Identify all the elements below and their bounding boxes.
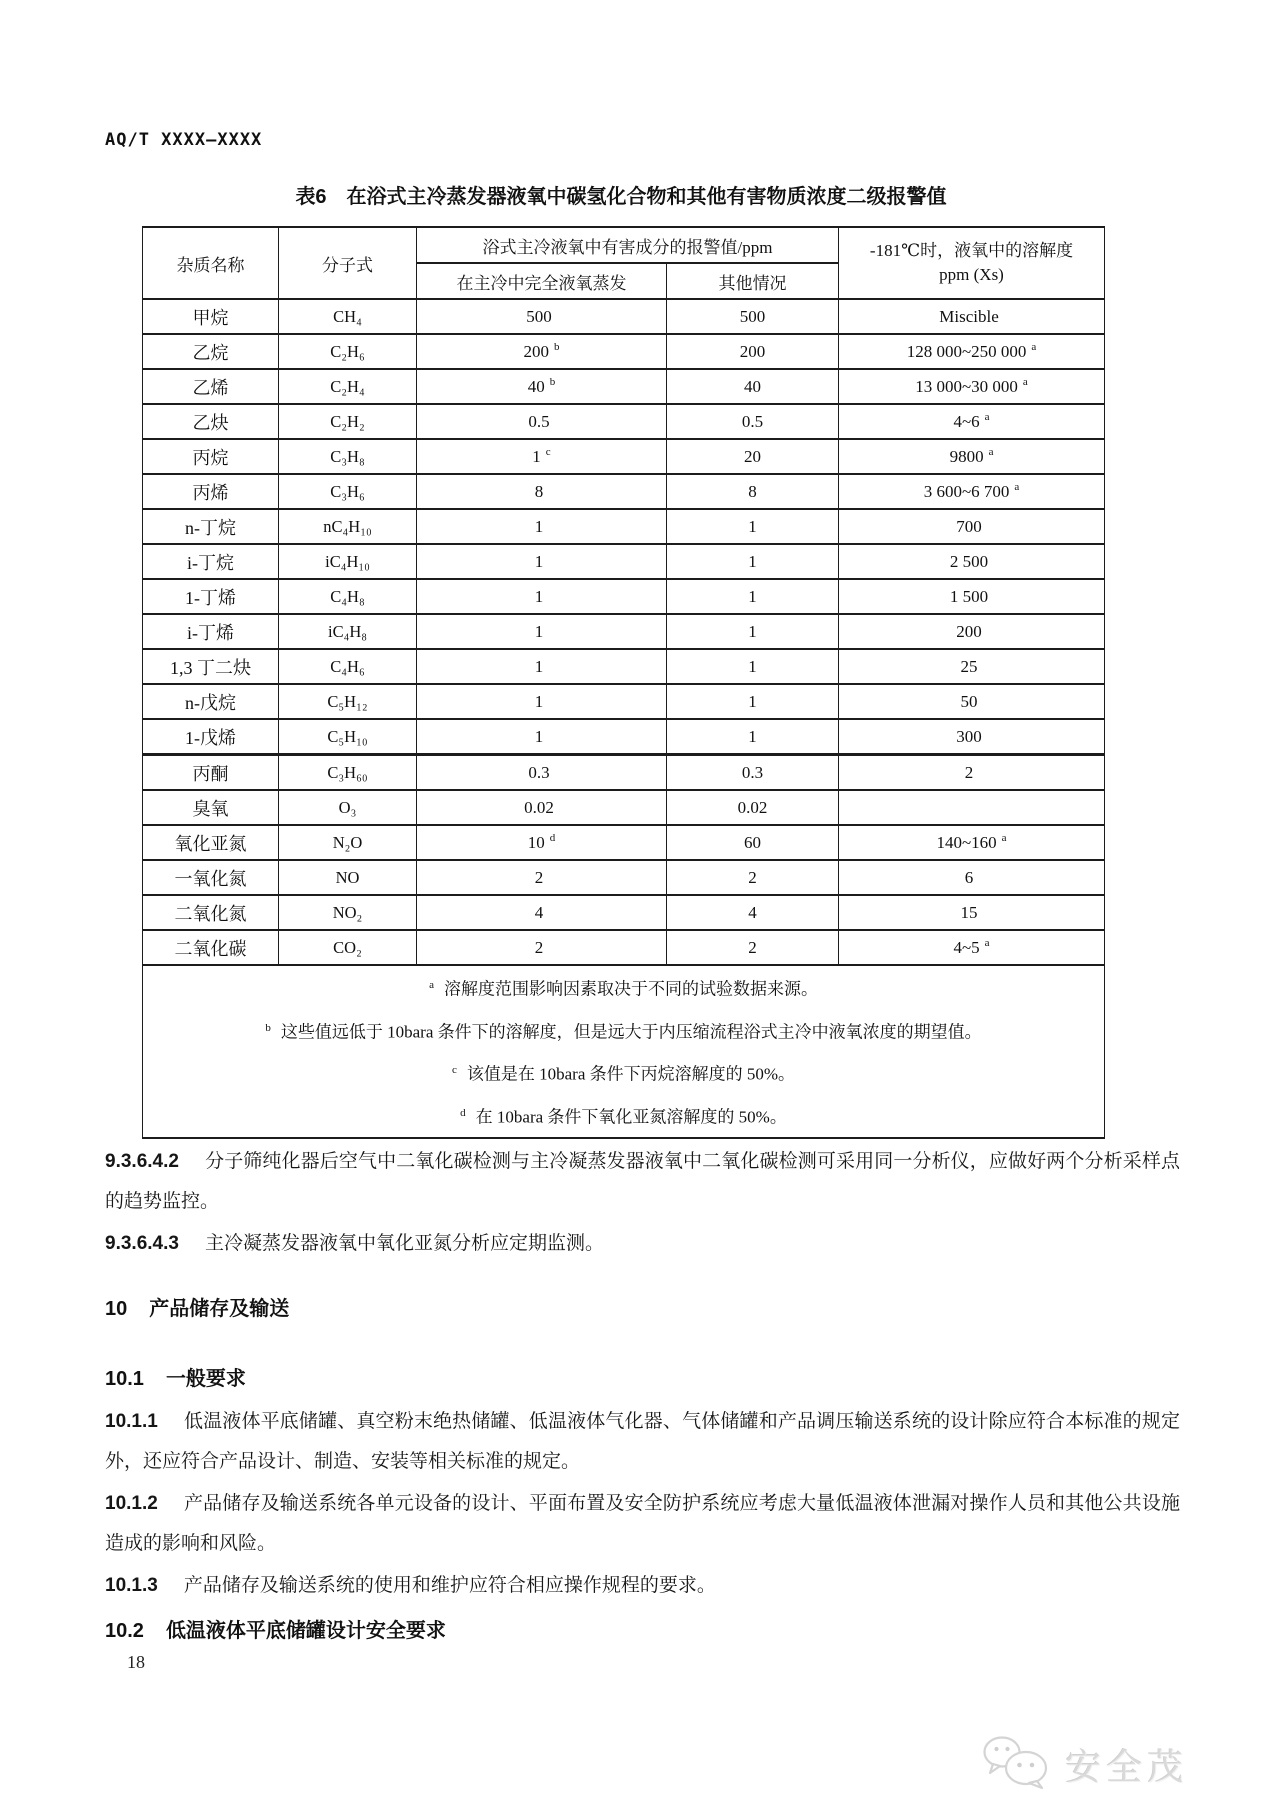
footnote-ref: a — [988, 445, 994, 458]
col-header-formula: 分子式 — [279, 227, 417, 299]
impurity-name-cell: 乙烷 — [143, 334, 279, 369]
footnote-marker: a — [429, 979, 434, 991]
footnote-line — [147, 966, 1100, 1009]
evaporation-value-cell — [417, 509, 667, 544]
evaporation-value: 40 — [527, 376, 545, 396]
clause-number: 10.1.1 — [105, 1411, 158, 1432]
formula-cell: nC₄H₁₀ — [279, 509, 417, 544]
heading-text: 产品储存及输送 — [149, 1298, 290, 1320]
evaporation-value-cell — [417, 684, 667, 719]
solubility-value: 200 — [956, 621, 982, 641]
formula-cell: C₄H₈ — [279, 579, 417, 614]
formula-cell: iC₄H₈ — [279, 614, 417, 649]
wechat-icon — [979, 1732, 1053, 1797]
footnote-ref: d — [549, 831, 556, 844]
col-header-evaporation: 在主冷中完全液氧蒸发 — [417, 263, 667, 299]
page-number: 18 — [127, 1652, 145, 1672]
clause-number: 9.3.6.4.2 — [105, 1151, 179, 1172]
table-row — [143, 334, 1105, 369]
formula-cell: iC₄H₁₀ — [279, 544, 417, 579]
evaporation-value-cell — [417, 614, 667, 649]
evaporation-value-cell — [417, 334, 667, 369]
other-value: 1 — [748, 621, 757, 641]
footnote-marker: b — [265, 1021, 271, 1034]
impurity-name-cell: 臭氧 — [143, 790, 279, 825]
evaporation-value: 1 — [534, 551, 544, 571]
evaporation-value-cell — [417, 474, 667, 509]
other-value: 0.3 — [741, 762, 764, 782]
table-row — [143, 684, 1105, 719]
solubility-value: 13 000~30 000 — [915, 376, 1018, 396]
footnote-ref: b — [549, 375, 556, 388]
clause-9-3-6-4-3 — [105, 1224, 1180, 1264]
evaporation-value: 2 — [534, 867, 544, 887]
solubility-value: 128 000~250 000 — [906, 341, 1027, 361]
col-header-other: 其他情况 — [667, 263, 839, 299]
clause-10-1-2 — [105, 1484, 1180, 1564]
solubility-value-cell — [839, 790, 1105, 825]
solubility-value: 2 500 — [949, 551, 989, 571]
watermark-text: 安全茂 — [1064, 1746, 1188, 1787]
solubility-value-cell — [839, 299, 1105, 334]
other-value-cell — [667, 860, 839, 895]
solubility-value: 15 — [960, 902, 978, 922]
footnote-line — [147, 1094, 1100, 1137]
solubility-value: Miscible — [939, 306, 999, 326]
impurity-name-cell: 丙烯 — [143, 474, 279, 509]
clause-text: 分子筛纯化器后空气中二氧化碳检测与主冷凝蒸发器液氧中二氧化碳检测可采用同一分析仪，应做好两个分析采样点的趋势监控。 — [105, 1151, 1180, 1212]
table-row — [143, 579, 1105, 614]
formula-cell: CO₂ — [279, 930, 417, 965]
table6-alarm-values — [142, 226, 1105, 1139]
impurity-name-cell: 1-丁烯 — [143, 579, 279, 614]
solubility-value: 6 — [964, 867, 974, 887]
other-value: 20 — [744, 446, 761, 466]
footnote-ref: c — [545, 445, 551, 458]
solubility-value-cell — [839, 369, 1105, 404]
evaporation-value: 1 — [534, 656, 544, 676]
other-value-cell — [667, 930, 839, 965]
formula-cell: O₃ — [279, 790, 417, 825]
solubility-header-line2: ppm (Xs) — [939, 265, 1004, 284]
solubility-value-cell — [839, 649, 1105, 684]
formula-cell: C₂H₆ — [279, 334, 417, 369]
solubility-value: 3 600~6 700 — [923, 481, 1010, 501]
table-row — [143, 369, 1105, 404]
formula-cell: N₂O — [279, 825, 417, 860]
evaporation-value-cell — [417, 930, 667, 965]
solubility-value: 50 — [960, 691, 978, 711]
footnote-ref: a — [984, 410, 990, 423]
table-row — [143, 474, 1105, 509]
impurity-name-cell: i-丁烯 — [143, 614, 279, 649]
evaporation-value: 0.3 — [528, 762, 550, 782]
evaporation-value-cell — [417, 790, 667, 825]
impurity-name-cell: 甲烷 — [143, 299, 279, 334]
formula-cell: NO — [279, 860, 417, 895]
solubility-value: 1 500 — [949, 586, 989, 606]
solubility-value-cell — [839, 509, 1105, 544]
evaporation-value: 200 — [523, 341, 549, 361]
other-value-cell — [667, 369, 839, 404]
other-value: 8 — [748, 481, 757, 501]
table-body — [143, 299, 1105, 965]
table-row — [143, 930, 1105, 965]
table-row — [143, 439, 1105, 474]
other-value-cell — [667, 439, 839, 474]
table-footnotes-cell — [143, 965, 1105, 1138]
other-value: 1 — [748, 656, 757, 676]
other-value: 2 — [748, 937, 757, 957]
solubility-value-cell — [839, 895, 1105, 930]
table-row — [143, 790, 1105, 825]
other-value-cell — [667, 544, 839, 579]
other-value: 40 — [744, 376, 761, 396]
footnote-line — [147, 1009, 1100, 1052]
formula-cell: C₅H₁₂ — [279, 684, 417, 719]
heading-text: 低温液体平底储罐设计安全要求 — [165, 1620, 446, 1642]
heading-text: 一般要求 — [165, 1368, 246, 1390]
table-row — [143, 895, 1105, 930]
clause-text: 产品储存及输送系统各单元设备的设计、平面布置及安全防护系统应考虑大量低温液体泄漏对操作人员和其他公共设施造成的影响和风险。 — [105, 1493, 1180, 1554]
solubility-value-cell — [839, 474, 1105, 509]
other-value: 60 — [744, 832, 761, 852]
other-value: 1 — [748, 726, 757, 746]
footnote-ref: a — [1031, 340, 1037, 353]
other-value-cell — [667, 790, 839, 825]
formula-cell: CH₄ — [279, 299, 417, 334]
evaporation-value: 0.02 — [524, 797, 554, 817]
evaporation-value: 4 — [534, 902, 544, 922]
clause-10-1-1 — [105, 1402, 1180, 1482]
formula-cell: NO₂ — [279, 895, 417, 930]
table-row — [143, 719, 1105, 755]
other-value-cell — [667, 509, 839, 544]
col-header-impurity: 杂质名称 — [143, 227, 279, 299]
evaporation-value-cell — [417, 579, 667, 614]
solubility-value-cell — [839, 334, 1105, 369]
other-value-cell — [667, 334, 839, 369]
clause-10-1-3 — [105, 1566, 1180, 1606]
table-row — [143, 509, 1105, 544]
evaporation-value-cell — [417, 825, 667, 860]
watermark — [979, 1732, 1188, 1797]
solubility-value-cell — [839, 614, 1105, 649]
impurity-name-cell: 二氧化氮 — [143, 895, 279, 930]
heading-number: 10.2 — [105, 1620, 144, 1642]
other-value-cell — [667, 649, 839, 684]
other-value-cell — [667, 614, 839, 649]
clause-text: 主冷凝蒸发器液氧中氧化亚氮分析应定期监测。 — [204, 1233, 604, 1254]
other-value-cell — [667, 895, 839, 930]
solubility-value: 4~5 — [953, 937, 980, 957]
footnote-ref: a — [1022, 375, 1028, 388]
solubility-value-cell — [839, 439, 1105, 474]
other-value-cell — [667, 404, 839, 439]
footnote-text: 该值是在 10bara 条件下丙烷溶解度的 50%。 — [466, 1064, 796, 1084]
impurity-name-cell: 1,3 丁二炔 — [143, 649, 279, 684]
impurity-name-cell: 二氧化碳 — [143, 930, 279, 965]
evaporation-value-cell — [417, 299, 667, 334]
footnote-text: 溶解度范围影响因素取决于不同的试验数据来源。 — [443, 979, 818, 999]
heading-number: 10 — [105, 1298, 128, 1320]
clause-text: 产品储存及输送系统的使用和维护应符合相应操作规程的要求。 — [183, 1575, 716, 1596]
other-value: 500 — [739, 306, 766, 326]
table-row — [143, 860, 1105, 895]
heading-10 — [105, 1292, 1180, 1321]
other-value: 2 — [748, 867, 757, 887]
evaporation-value-cell — [417, 895, 667, 930]
clause-number: 9.3.6.4.3 — [105, 1233, 179, 1254]
evaporation-value: 1 — [534, 516, 544, 536]
impurity-name-cell: n-丁烷 — [143, 509, 279, 544]
footnote-ref: a — [984, 936, 990, 949]
solubility-value: 700 — [956, 516, 982, 536]
evaporation-value: 1 — [534, 691, 544, 711]
formula-cell: C₂H₄ — [279, 369, 417, 404]
other-value: 1 — [748, 586, 757, 606]
evaporation-value: 8 — [534, 481, 544, 501]
solubility-value-cell — [839, 930, 1105, 965]
solubility-value-cell — [839, 544, 1105, 579]
evaporation-value: 1 — [532, 446, 541, 466]
footnote-ref: b — [554, 340, 560, 353]
other-value-cell — [667, 684, 839, 719]
evaporation-value: 2 — [534, 937, 544, 957]
other-value: 200 — [739, 341, 766, 361]
table-row — [143, 299, 1105, 334]
clause-number: 10.1.3 — [105, 1575, 158, 1596]
footnote-marker: d — [460, 1106, 466, 1119]
solubility-value: 140~160 — [936, 832, 997, 852]
other-value: 4 — [748, 902, 757, 922]
other-value: 1 — [748, 691, 757, 711]
other-value: 1 — [748, 551, 757, 571]
formula-cell: C₃H₆₀ — [279, 755, 417, 791]
evaporation-value: 1 — [534, 726, 544, 746]
solubility-value-cell — [839, 579, 1105, 614]
other-value: 0.5 — [741, 411, 764, 431]
impurity-name-cell: 丙烷 — [143, 439, 279, 474]
solubility-value-cell — [839, 684, 1105, 719]
table-title: 表6 在浴式主冷蒸发器液氧中碳氢化合物和其他有害物质浓度二级报警值 — [295, 186, 947, 208]
solubility-value-cell — [839, 825, 1105, 860]
evaporation-value-cell — [417, 439, 667, 474]
solubility-value-cell — [839, 719, 1105, 755]
other-value-cell — [667, 474, 839, 509]
impurity-name-cell: 乙炔 — [143, 404, 279, 439]
solubility-value: 4~6 — [953, 411, 980, 431]
formula-cell: C₅H₁₀ — [279, 719, 417, 755]
other-value: 0.02 — [737, 797, 768, 817]
clause-text: 低温液体平底储罐、真空粉末绝热储罐、低温液体气化器、气体储罐和产品调压输送系统的设计除应符合本标准的规定外，还应符合产品设计、制造、安装等相关标准的规定。 — [105, 1411, 1180, 1472]
formula-cell: C₃H₆ — [279, 474, 417, 509]
evaporation-value-cell — [417, 719, 667, 755]
other-value-cell — [667, 825, 839, 860]
clause-9-3-6-4-2 — [105, 1142, 1180, 1222]
solubility-value-cell — [839, 404, 1105, 439]
formula-cell: C₂H₂ — [279, 404, 417, 439]
heading-number: 10.1 — [105, 1368, 144, 1390]
evaporation-value-cell — [417, 755, 667, 791]
other-value-cell — [667, 719, 839, 755]
evaporation-value: 0.5 — [528, 411, 550, 431]
col-header-solubility — [839, 227, 1105, 299]
heading-10-1 — [105, 1362, 1180, 1391]
solubility-value: 9800 — [949, 446, 984, 466]
evaporation-value: 1 — [534, 621, 544, 641]
table-row — [143, 755, 1105, 791]
other-value: 1 — [748, 516, 757, 536]
formula-cell: C₄H₆ — [279, 649, 417, 684]
impurity-name-cell: 1-戊烯 — [143, 719, 279, 755]
other-value-cell — [667, 299, 839, 334]
table-row — [143, 544, 1105, 579]
table-row — [143, 825, 1105, 860]
col-header-alarm-group: 浴式主冷液氧中有害成分的报警值/ppm — [417, 227, 839, 263]
footnote-marker: c — [451, 1064, 457, 1077]
footnote-text: 这些值远低于 10bara 条件下的溶解度，但是远大于内压缩流程浴式主冷中液氧浓度的期望值。 — [280, 1022, 982, 1042]
impurity-name-cell: 一氧化氮 — [143, 860, 279, 895]
other-value-cell — [667, 755, 839, 791]
evaporation-value: 1 — [534, 586, 544, 606]
evaporation-value: 500 — [526, 306, 552, 326]
solubility-value-cell — [839, 755, 1105, 791]
evaporation-value-cell — [417, 860, 667, 895]
solubility-value: 25 — [960, 656, 978, 676]
impurity-name-cell: 氧化亚氮 — [143, 825, 279, 860]
impurity-name-cell: n-戊烷 — [143, 684, 279, 719]
impurity-name-cell: i-丁烷 — [143, 544, 279, 579]
table-row — [143, 404, 1105, 439]
evaporation-value: 10 — [527, 832, 545, 852]
formula-cell: C₃H₈ — [279, 439, 417, 474]
footnote-line — [147, 1051, 1100, 1094]
evaporation-value-cell — [417, 369, 667, 404]
solubility-value: 300 — [956, 726, 982, 746]
solubility-value: 2 — [964, 762, 974, 782]
other-value-cell — [667, 579, 839, 614]
heading-10-2 — [105, 1614, 1180, 1643]
footnote-ref: a — [1014, 480, 1020, 493]
impurity-name-cell: 乙烯 — [143, 369, 279, 404]
footnote-list — [147, 966, 1100, 1137]
table-row — [143, 649, 1105, 684]
solubility-value-cell — [839, 860, 1105, 895]
evaporation-value-cell — [417, 404, 667, 439]
footnote-ref: a — [1001, 831, 1007, 844]
clause-number: 10.1.2 — [105, 1493, 158, 1514]
table-row — [143, 614, 1105, 649]
solubility-header-line1: -181℃时，液氧中的溶解度 — [869, 241, 1074, 260]
table-header — [143, 227, 1105, 299]
impurity-name-cell: 丙酮 — [143, 755, 279, 791]
footnote-text: 在 10bara 条件下氧化亚氮溶解度的 50%。 — [475, 1107, 787, 1127]
evaporation-value-cell — [417, 544, 667, 579]
standard-code: AQ/T XXXX—XXXX — [105, 130, 263, 150]
evaporation-value-cell — [417, 649, 667, 684]
